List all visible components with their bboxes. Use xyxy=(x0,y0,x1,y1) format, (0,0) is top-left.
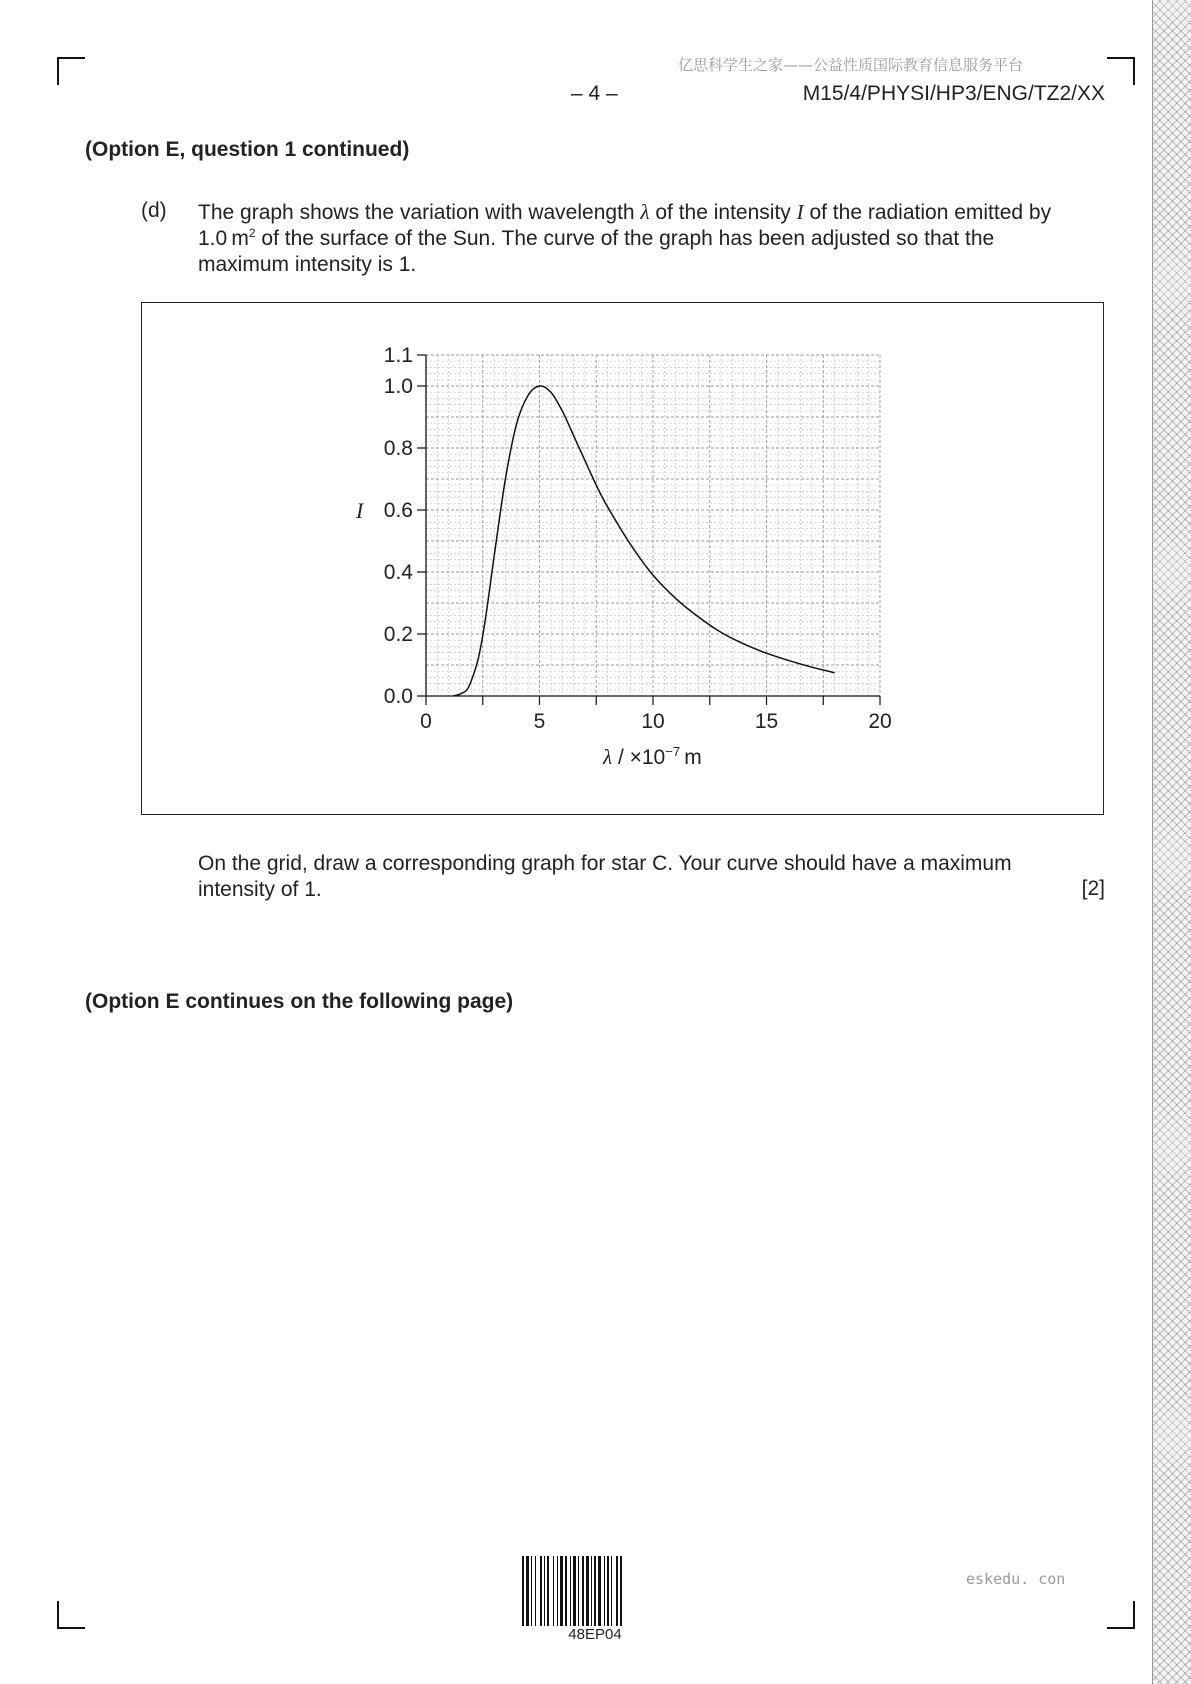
crop-mark-bottom-left xyxy=(57,1601,85,1629)
barcode-text: 48EP04 xyxy=(568,1626,622,1643)
graph-box xyxy=(141,302,1104,815)
y-tick-label: 0.4 xyxy=(383,561,413,584)
barcode-bar xyxy=(591,1556,592,1626)
instruction-text: On the grid, draw a corresponding graph for star C. Your curve should have a maximum intensity of 1. xyxy=(198,852,1012,901)
x-tick-label: 10 xyxy=(641,710,665,733)
barcode xyxy=(522,1556,668,1626)
intensity-symbol: I xyxy=(796,200,804,224)
barcode-bar xyxy=(611,1556,612,1626)
barcode-bar xyxy=(620,1556,622,1626)
crop-mark-bottom-right xyxy=(1107,1601,1135,1629)
y-tick-label: 0.8 xyxy=(383,437,413,460)
barcode-bar xyxy=(594,1556,596,1626)
barcode-bar xyxy=(616,1556,618,1626)
x-tick-label: 0 xyxy=(420,710,432,733)
x-tick-label: 15 xyxy=(754,710,779,733)
barcode-bar xyxy=(522,1556,524,1626)
crop-mark-top-left xyxy=(57,57,85,85)
page-number: – 4 – xyxy=(571,82,618,105)
question-label: (d) xyxy=(141,199,167,222)
y-tick-label: 0.0 xyxy=(383,685,413,708)
question-text: The graph shows the variation with wavelength λ of the intensity I of the radiation emitted by 1.0 $m^2$ of the surface of the Sun. The curve of the graph has been adjusted so that the maximum intensity is 1. xyxy=(198,200,1052,276)
y-axis-label: I xyxy=(356,498,364,523)
header-watermark: 亿思科学生之家——公益性质国际教育信息服务平台 xyxy=(678,56,1024,74)
side-pattern-strip xyxy=(1152,0,1191,1684)
barcode-bar xyxy=(573,1556,576,1626)
barcode-bar xyxy=(586,1556,589,1626)
barcode-bar xyxy=(604,1556,605,1626)
y-tick-label: 0.2 xyxy=(383,623,413,646)
y-tick-label: 1.0 xyxy=(383,375,413,398)
lambda-symbol: λ xyxy=(640,200,650,224)
barcode-bar xyxy=(607,1556,609,1626)
barcode-bar xyxy=(560,1556,563,1626)
barcode-bar xyxy=(526,1556,529,1626)
barcode-bar xyxy=(553,1556,554,1626)
marks-value: [2] xyxy=(1081,877,1105,900)
crop-mark-top-right xyxy=(1107,57,1135,85)
barcode-bar xyxy=(582,1556,584,1626)
barcode-bar xyxy=(531,1556,532,1626)
barcode-bar xyxy=(598,1556,601,1626)
x-tick-label: 5 xyxy=(533,710,546,733)
barcode-bar xyxy=(535,1556,536,1626)
footer-watermark: eskedu. con xyxy=(966,1570,1066,1588)
paper-code: M15/4/PHYSI/HP3/ENG/TZ2/XX xyxy=(802,82,1105,105)
barcode-bar xyxy=(547,1556,549,1626)
barcode-bar xyxy=(570,1556,571,1626)
barcode-bar xyxy=(544,1556,545,1626)
barcode-bar xyxy=(557,1556,558,1626)
y-tick-label: 1.1 xyxy=(383,344,413,367)
x-axis-label: $\lambda / \times 10^{-7}$ m xyxy=(603,744,702,769)
barcode-bar xyxy=(565,1556,567,1626)
y-tick-label: 0.6 xyxy=(383,499,413,522)
barcode-bar xyxy=(578,1556,579,1626)
section-continued-heading: (Option E, question 1 continued) xyxy=(85,138,410,161)
barcode-bar xyxy=(540,1556,542,1626)
x-tick-label: 20 xyxy=(868,710,892,733)
option-continues-heading: (Option E continues on the following page) xyxy=(85,990,514,1013)
intensity-wavelength-graph[interactable] xyxy=(142,303,1105,816)
